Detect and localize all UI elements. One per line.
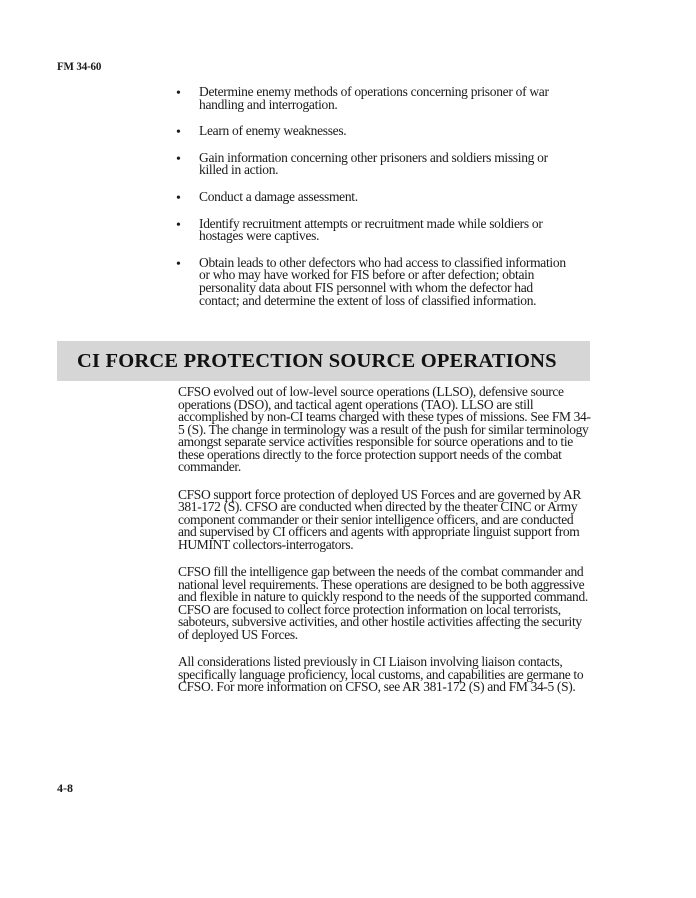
bullet-icon: •: [176, 190, 181, 206]
paragraph: CFSO support force protection of deployed US Forces and are governed by AR 381-172 (S). CFSO are conducted when directed by the theater CINC or Army component commander or their senior intelligence officers, and are conducted and supervised by CI officers and agents with appropriate linguist support from HUMINT collectors-interrogators.: [178, 486, 582, 552]
bullet-icon: •: [176, 86, 181, 101]
list-item: [176, 254, 576, 308]
bullet-icon: •: [176, 217, 181, 233]
bullet-icon: •: [176, 125, 181, 141]
bullet-text: Conduct a damage assessment.: [199, 188, 358, 204]
list-item: [176, 123, 576, 141]
section-title: CI FORCE PROTECTION SOURCE OPERATIONS: [77, 350, 557, 372]
list-item: [176, 149, 576, 178]
bullet-icon: •: [176, 151, 181, 167]
paragraph: CFSO evolved out of low-level source operations (LLSO), defensive source operations (DSO), and tactical agent operations (TAO). LLSO are still accomplished by non-CI teams charged with these types of missions. See FM 34-5 (S). The change in terminology was a result of the push for similar terminology amongst separate service activities responsible for source operations and to tie these operations directly to the force protection support needs of the combat commander.: [178, 384, 591, 474]
bullet-text: Learn of enemy weaknesses.: [199, 123, 347, 139]
bullet-text: Determine enemy methods of operations concerning prisoner of war handling and interrogation.: [199, 84, 549, 112]
manual-id: FM 34-60: [57, 59, 102, 73]
section-heading-band: [57, 341, 590, 381]
list-item: [176, 188, 576, 206]
section-body: [178, 386, 593, 709]
bullet-text: Identify recruitment attempts or recruitment made while soldiers or hostages were captives.: [199, 215, 543, 244]
bullet-text: Gain information concerning other prisoners and soldiers missing or killed in action.: [199, 149, 548, 178]
list-item: [176, 215, 576, 244]
bullet-list: [176, 86, 576, 321]
list-item: [176, 86, 576, 111]
bullet-text: Obtain leads to other defectors who had access to classified information or who may have worked for FIS before or after defection; obtain personality data about FIS personnel with whom the defector had contact; and determine the extent of loss of classified information.: [199, 254, 566, 308]
paragraph: CFSO fill the intelligence gap between the needs of the combat commander and national level requirements. These operations are designed to be both aggressive and flexible in nature to quickly respond to the needs of the supported command. CFSO are focused to collect force protection information on local terrorists, saboteurs, subversive activities, and other hostile activities affecting the security of deployed US Forces.: [178, 564, 588, 642]
page-number: 4-8: [57, 781, 73, 795]
paragraph: All considerations listed previously in CI Liaison involving liaison contacts, specifically language proficiency, local customs, and capabilities are germane to CFSO. For more information on CFSO, see AR 381-172 (S) and FM 34-5 (S).: [178, 654, 584, 694]
bullet-icon: •: [176, 256, 181, 272]
